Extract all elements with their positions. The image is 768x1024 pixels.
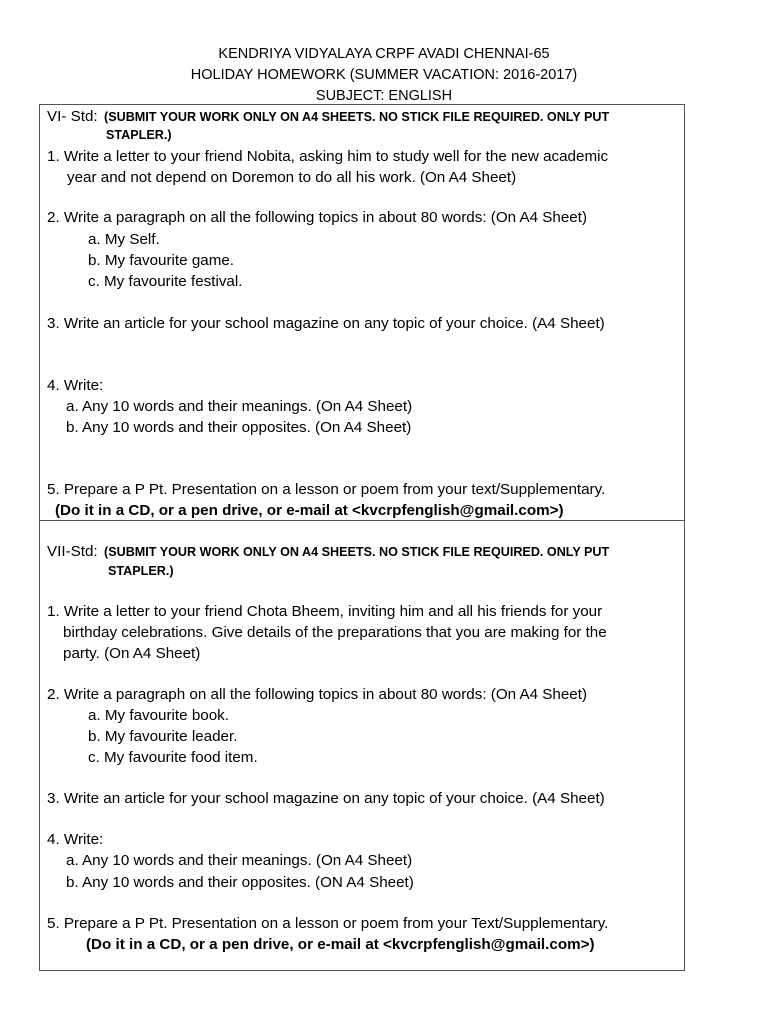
- section-vii-q4-item: a. Any 10 words and their meanings. (On A4 Sheet): [66, 852, 413, 869]
- section-vi-q2-item: c. My favourite festival.: [88, 273, 243, 290]
- section-vi-q2-item: a. My Self.: [88, 231, 160, 248]
- section-vi-q2-item: b. My favourite game.: [88, 252, 235, 269]
- section-vi-std-label: VI- Std:: [47, 108, 98, 125]
- homework-title: HOLIDAY HOMEWORK (SUMMER VACATION: 2016-2017): [190, 67, 578, 83]
- section-vii-q1-cont: party. (On A4 Sheet): [63, 645, 201, 662]
- section-vii-std-label: VII-Std:: [47, 543, 98, 560]
- section-vii-q4: 4. Write:: [47, 831, 104, 848]
- section-vii-note-cont: STAPLER.): [108, 564, 174, 578]
- section-vi-q1: 1. Write a letter to your friend Nobita, asking him to study well for the new academic: [47, 148, 609, 165]
- section-vi-q3: 3. Write an article for your school magazine on any topic of your choice. (A4 Sheet): [47, 315, 605, 332]
- section-vi-q2: 2. Write a paragraph on all the following topics in about 80 words: (On A4 Sheet): [47, 209, 588, 226]
- section-vii-q1-cont: birthday celebrations. Give details of the preparations that you are making for the: [63, 624, 607, 641]
- section-vi-q5: 5. Prepare a P Pt. Presentation on a lesson or poem from your text/Supplementary.: [47, 481, 606, 498]
- section-vii-note: (SUBMIT YOUR WORK ONLY ON A4 SHEETS. NO STICK FILE REQUIRED. ONLY PUT: [104, 545, 610, 559]
- section-vii-q2-item: c. My favourite food item.: [88, 749, 258, 766]
- section-vii-q5: 5. Prepare a P Pt. Presentation on a lesson or poem from your Text/Supplementary.: [47, 915, 609, 932]
- section-vi-q4-item: b. Any 10 words and their opposites. (On A4 Sheet): [66, 419, 412, 436]
- section-vii-q4-item: b. Any 10 words and their opposites. (ON A4 Sheet): [66, 874, 414, 891]
- section-vii-q2-item: a. My favourite book.: [88, 707, 229, 724]
- section-vi-q4-item: a. Any 10 words and their meanings. (On A4 Sheet): [66, 398, 413, 415]
- section-vi-q5-note: (Do it in a CD, or a pen drive, or e-mail at <kvcrpfenglish@gmail.com>): [55, 502, 564, 519]
- school-name: KENDRIYA VIDYALAYA CRPF AVADI CHENNAI-65: [218, 46, 550, 62]
- section-vii-q1: 1. Write a letter to your friend Chota Bheem, inviting him and all his friends for your: [47, 603, 603, 620]
- section-vi-q1-cont: year and not depend on Doremon to do all his work. (On A4 Sheet): [67, 169, 517, 186]
- section-vi-q4: 4. Write:: [47, 377, 104, 394]
- section-vii-q2-item: b. My favourite leader.: [88, 728, 238, 745]
- section-vi-note: (SUBMIT YOUR WORK ONLY ON A4 SHEETS. NO STICK FILE REQUIRED. ONLY PUT: [104, 110, 610, 124]
- section-vi-note-cont: STAPLER.): [106, 128, 172, 142]
- subject-title: SUBJECT: ENGLISH: [315, 88, 453, 104]
- section-vii-q2: 2. Write a paragraph on all the following topics in about 80 words: (On A4 Sheet): [47, 686, 588, 703]
- section-vii-q5-note: (Do it in a CD, or a pen drive, or e-mail at <kvcrpfenglish@gmail.com>): [86, 936, 595, 953]
- section-vii-q3: 3. Write an article for your school magazine on any topic of your choice. (A4 Sheet): [47, 790, 605, 807]
